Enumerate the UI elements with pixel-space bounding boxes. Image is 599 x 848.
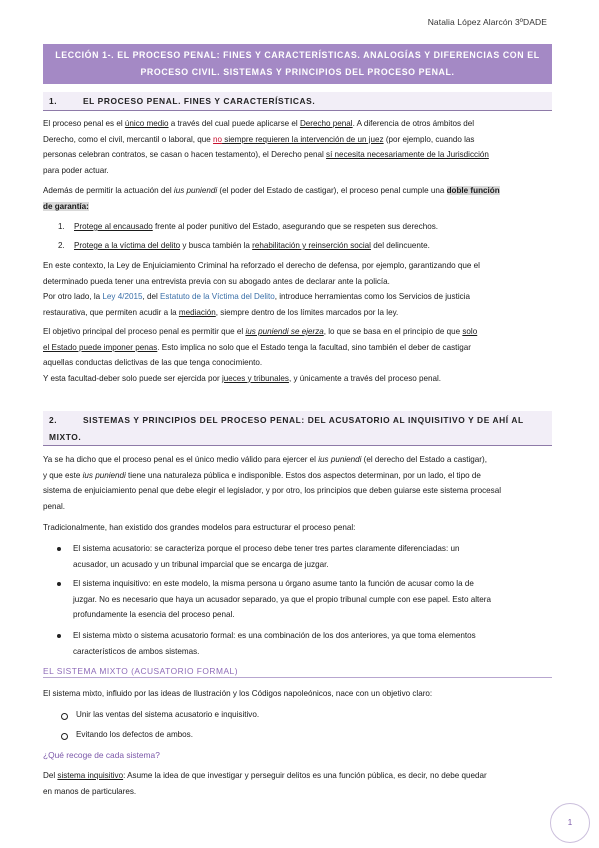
- lesson-title: [43, 44, 552, 84]
- section-2-number: 2.: [49, 415, 58, 425]
- circle-bullet-icon: [61, 733, 68, 740]
- section-2-heading: 2. SISTEMAS Y PRINCIPIOS DEL PROCESO PENAL: DEL ACUSATORIO AL INQUISITIVO Y DE AHÍ AL MIXTO.: [43, 411, 552, 446]
- question-heading: ¿Qué recoge de cada sistema?: [43, 750, 160, 760]
- section-1-heading: [43, 92, 552, 111]
- section-1-title: EL PROCESO PENAL. FINES Y CARACTERÍSTICAS.: [83, 96, 316, 106]
- list-item: Evitando los defectos de ambos.: [76, 730, 193, 739]
- circle-bullet-icon: [61, 713, 68, 720]
- list-item: Unir las ventas del sistema acusatorio e inquisitivo.: [76, 710, 260, 719]
- section-2-title: SISTEMAS Y PRINCIPIOS DEL PROCESO PENAL: DEL ACUSATORIO AL INQUISITIVO Y DE AHÍ AL: [83, 415, 524, 425]
- header-author: Natalia López Alarcón 3ºDADE: [427, 17, 547, 27]
- paragraph-3: En este contexto, la Ley de Enjuiciamiento Criminal ha reforzado el derecho de defensa, por ejemplo, garantizando que el determinado pueda tener una entrevista previa con su abogado antes de declarar ante la policía. Por otro lado, la Ley 4/2015, del Estatuto de la Víctima del Delito, introduce herramientas como los Servicios de justicia restaurativa, que permiten acudir a la mediación, siempre dentro de los límites marcados por la ley.: [43, 261, 480, 317]
- paragraph-2: Además de permitir la actuación del ius puniendi (el poder del Estado de castigar), el proceso penal cumple una doble función de garantía:: [43, 186, 500, 211]
- lesson-title-line-1: LECCIÓN 1-. EL PROCESO PENAL: FINES Y CARACTERÍSTICAS. ANALOGÍAS Y DIFERENCIAS CON EL: [55, 50, 540, 60]
- subsection-heading: EL SISTEMA MIXTO (ACUSATORIO FORMAL): [43, 666, 552, 678]
- paragraph-5: Ya se ha dicho que el proceso penal es el único medio válido para ejercer el ius puniendi (el derecho del Estado a castigar), y que este ius puniendi tiene una naturaleza pública e indisponible. Estos dos aspectos determinan, por un lado, el tipo de sistema de enjuiciamiento penal que debe elegir el legislador, y por otro, los principios que deben guiarse este sistema procesal penal.: [43, 455, 502, 511]
- bullet-icon: [57, 634, 61, 638]
- paragraph-1: El proceso penal es el único medio a través del cual puede aplicarse el Derecho penal. A diferencia de otros ámbitos del Derecho, como el civil, mercantil o laboral, que no siempre requieren la intervención de un juez (por ejemplo, cuando las personas celebran contratos, se casan o hacen testamento), el Derecho penal sí necesita necesariamente de la Jurisdicción para poder actuar.: [43, 119, 489, 175]
- document-page: Natalia López Alarcón 3ºDADE LECCIÓN 1-. EL PROCESO PENAL: FINES Y CARACTERÍSTICAS. ANALOGÍAS Y DIFERENCIAS CON EL PROCESO CIVIL. SISTEMAS Y PRINCIPIOS DEL PROCESO PENAL. 1. EL PROCESO PENAL. FINES Y CARACTERÍSTICAS. El proceso penal es el único medio a través del cual puede aplicarse el Derecho penal. A diferencia de otros ámbitos del Derecho, como el civil, mercantil o laboral, que no siempre requieren la intervención de un juez (por ejemplo, cuando las personas celebran contratos, se casan o hacen testamento), el Derecho penal sí necesita necesariamente de la Jurisdicción para poder actuar. Además de permitir la actuación del ius puniendi (el poder del Estado de castigar), el proceso penal cumple una doble función de garantía: 1. Protege al encausado frente al poder punitivo del Estado, asegurando que se respeten sus derechos. 2. Protege a la víctima del delito y busca también la rehabilitación y reinserción social del delincuente. En este contexto, la Ley de Enjuiciamiento Criminal ha reforzado el derecho de defensa, por ejemplo, garantizando que el determinado pueda tener una entrevista previa con su abogado antes de declarar ante la policía. Por otro lado, la Ley 4/2015, del Estatuto de la Víctima del Delito, introduce herramientas como los Servicios de justicia restaurativa, que permiten acudir a la mediación, siempre dentro de los límites marcados por la ley. El objetivo principal del proceso penal es permitir que el ius puniendi se ejerza, lo que se basa en el principio de que solo el Estado puede imponer penas. Esto implica no solo que el Estado tenga la facultad, sino también el deber de castigar aquellas conductas delictivas de las que tenga conocimiento. Y esta facultad-deber solo puede ser ejercida por jueces y tribunales, y únicamente a través del proceso penal. 2. SISTEMAS Y PRINCIPIOS DEL PROCESO PENAL: DEL ACUSATORIO AL INQUISITIVO Y DE AHÍ AL MIXTO. Ya se ha dicho que el proceso penal es el único medio válido para ejercer el ius puniendi (el derecho del Estado a castigar), y que este ius puniendi tiene una naturaleza pública e indisponible. Estos dos aspectos determinan, por un lado, el tipo de sistema de enjuiciamiento penal que debe elegir el legislador, y por otro, los principios que deben guiarse este sistema procesal penal. Tradicionalmente, han existido dos grandes modelos para estructurar el proceso penal: El sistema acusatorio: se caracteriza porque el proceso debe tener tres partes claramente diferenciadas: un acusador, un acusado y un tribunal imparcial que se encarga de juzgar. El sistema inquisitivo: en este modelo, la misma persona u órgano asume tanto la función de acusar como la de juzgar. No es necesario que haya un acusador separado, ya que el propio tribunal cumple con ese papel. Esto altera profundamente la esencia del proceso penal. El sistema mixto o sistema acusatorio formal: es una combinación de los dos anteriores, ya que toma elementos característicos de ambos sistemas. EL SISTEMA MIXTO (ACUSATORIO FORMAL) El sistema mixto, influido por las ideas de Ilustración y los Códigos napoleónicos, nace con un objetivo claro: Unir las ventas del sistema acusatorio e inquisitivo. Evitando los defectos de ambos. ¿Qué recoge de cada sistema? Del sistema inquisitivo: Asume la idea de que investigar y perseguir delitos es una función pública, es decir, no debe quedar en manos de particulares. 1: [0, 0, 599, 848]
- bullet-icon: [57, 547, 61, 551]
- bullet-icon: [57, 582, 61, 586]
- paragraph-4: El objetivo principal del proceso penal es permitir que el ius puniendi se ejerza, lo que se basa en el principio de que solo el Estado puede imponer penas. Esto implica no solo que el Estado tenga la facultad, sino también el deber de castigar aquellas conductas delictivas de las que tenga conocimiento. Y esta facultad-deber solo puede ser ejercida por jueces y tribunales, y únicamente a través del proceso penal.: [43, 327, 478, 383]
- paragraph-8: Del sistema inquisitivo: Asume la idea de que investigar y perseguir delitos es una función pública, es decir, no debe quedar en manos de particulares.: [43, 771, 487, 796]
- section-1-number: 1.: [49, 96, 58, 106]
- lesson-title-line-2: PROCESO CIVIL. SISTEMAS Y PRINCIPIOS DEL PROCESO PENAL.: [140, 67, 455, 77]
- paragraph-7: El sistema mixto, influido por las ideas de Ilustración y los Códigos napoleónicos, nace con un objetivo claro:: [43, 689, 433, 698]
- page-number: 1: [550, 803, 590, 843]
- paragraph-6: Tradicionalmente, han existido dos grandes modelos para estructurar el proceso penal:: [43, 523, 356, 532]
